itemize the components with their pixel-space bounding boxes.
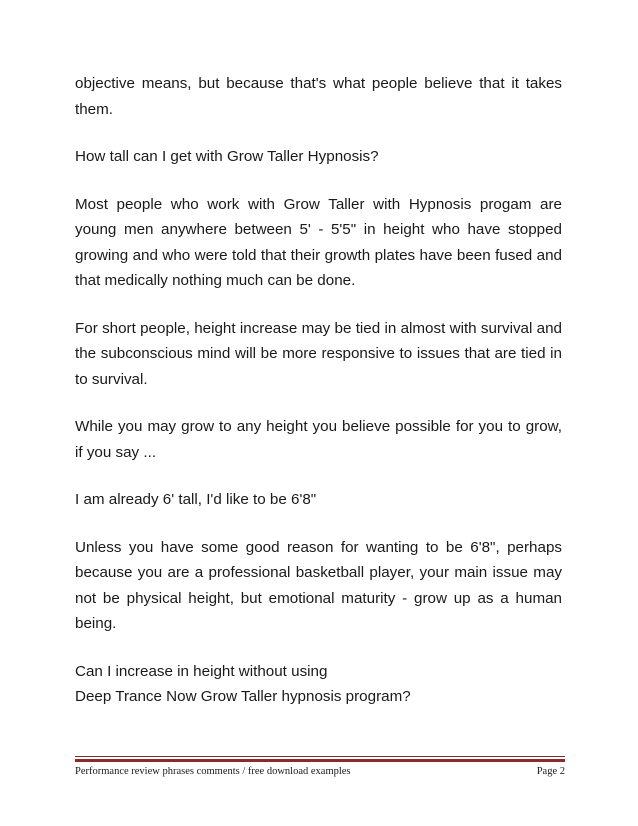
- footer-divider-thick: [75, 759, 565, 762]
- paragraph-most-people: Most people who work with Grow Taller with Hypnosis progam are young men anywhere between 5' - 5'5" in height who have stopped growing and who were told that their growth plates have been fused and that medically nothing much can be done.: [75, 195, 562, 289]
- paragraph-short-people: For short people, height increase may be tied in almost with survival and the subconscious mind will be more responsive to issues that are tied in to survival.: [75, 319, 562, 388]
- paragraph-objective-means: objective means, but because that's what people believe that it takes them.: [75, 75, 562, 118]
- final-question-line-1: Can I increase in height without using: [75, 662, 328, 680]
- quote-already-tall: I am already 6' tall, I'd like to be 6'8": [75, 491, 317, 508]
- page-number: Page 2: [536, 766, 565, 777]
- final-question: [75, 659, 562, 710]
- page-body: [75, 71, 562, 710]
- footer-divider-thin: [75, 756, 565, 757]
- final-question-line-2: Deep Trance Now Grow Taller hypnosis program?: [75, 688, 411, 705]
- heading-how-tall: How tall can I get with Grow Taller Hypnosis?: [75, 148, 379, 165]
- footer-text: Performance review phrases comments / free download examples: [75, 766, 351, 777]
- paragraph-any-height: While you may grow to any height you believe possible for you to grow, if you say ...: [75, 418, 562, 461]
- paragraph-good-reason: Unless you have some good reason for wanting to be 6'8", perhaps because you are a professional basketball player, your main issue may not be physical height, but emotional maturity - grow up as a human being.: [75, 538, 562, 632]
